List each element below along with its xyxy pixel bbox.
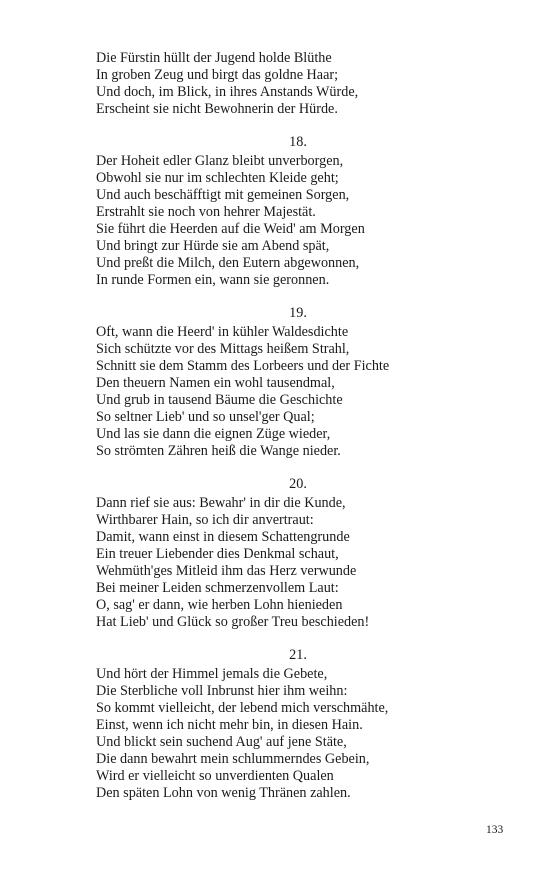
verse-line: Damit, wann einst in diesem Schattengrunde — [96, 529, 350, 545]
verse-line: So seltner Lieb' und so unsel'ger Qual; — [96, 409, 315, 425]
page-number: 133 — [486, 824, 504, 836]
verse-line: In groben Zeug und birgt das goldne Haar; — [96, 67, 339, 83]
stanza-17-continued — [96, 50, 496, 118]
verse-line: Wehmüth'ges Mitleid ihm das Herz verwunde — [96, 563, 357, 579]
stanza-number: 21. — [289, 647, 307, 663]
stanza-21 — [96, 647, 496, 802]
verse-line: Die dann bewahrt mein schlummerndes Gebein, — [96, 751, 370, 767]
stanza-number: 18. — [289, 134, 307, 150]
verse-line: Hat Lieb' und Glück so großer Treu beschieden! — [96, 614, 370, 630]
verse-line: Sie führt die Heerden auf die Weid' am Morgen — [96, 221, 365, 237]
verse-line: In runde Formen ein, wann sie geronnen. — [96, 272, 330, 288]
stanza-19 — [96, 305, 496, 460]
stanza-20 — [96, 476, 496, 631]
verse-line: Ein treuer Liebender dies Denkmal schaut, — [96, 546, 339, 562]
verse-line: Einst, wenn ich nicht mehr bin, in diesen Hain. — [96, 717, 363, 733]
verse-line: Den späten Lohn von wenig Thränen zahlen. — [96, 785, 351, 801]
verse-line: Erscheint sie nicht Bewohnerin der Hürde. — [96, 101, 338, 117]
verse-line: Und las sie dann die eignen Züge wieder, — [96, 426, 331, 442]
verse-line: O, sag' er dann, wie herben Lohn hienieden — [96, 597, 343, 613]
verse-line: Wirthbarer Hain, so ich dir anvertraut: — [96, 512, 314, 528]
stanza-number: 19. — [289, 305, 307, 321]
verse-line: Sich schützte vor des Mittags heißem Strahl, — [96, 341, 350, 357]
verse-line: Und preßt die Milch, den Eutern abgewonnen, — [96, 255, 360, 271]
stanza-18 — [96, 134, 496, 289]
verse-line: Die Sterbliche voll Inbrunst hier ihm weihn: — [96, 683, 348, 699]
verse-line: Und bringt zur Hürde sie am Abend spät, — [96, 238, 330, 254]
verse-line: Oft, wann die Heerd' in kühler Waldesdichte — [96, 324, 349, 340]
verse-line: Dann rief sie aus: Bewahr' in dir die Kunde, — [96, 495, 346, 511]
verse-line: Die Fürstin hüllt der Jugend holde Blüthe — [96, 50, 332, 66]
verse-line: So strömten Zähren heiß die Wange nieder. — [96, 443, 341, 459]
verse-line: Den theuern Namen ein wohl tausendmal, — [96, 375, 335, 391]
verse-line: Und grub in tausend Bäume die Geschichte — [96, 392, 343, 408]
verse-line: So kommt vielleicht, der lebend mich verschmähte, — [96, 700, 389, 716]
verse-line: Und auch beschäfftigt mit gemeinen Sorgen, — [96, 187, 350, 203]
verse-line: Bei meiner Leiden schmerzenvollem Laut: — [96, 580, 339, 596]
stanza-number: 20. — [289, 476, 307, 492]
verse-line: Schnitt sie dem Stamm des Lorbeers und der Fichte — [96, 358, 390, 374]
verse-line: Wird er vielleicht so unverdienten Qualen — [96, 768, 334, 784]
verse-line: Obwohl sie nur im schlechten Kleide geht; — [96, 170, 339, 186]
verse-line: Der Hoheit edler Glanz bleibt unverborgen, — [96, 153, 344, 169]
verse-line: Und doch, im Blick, in ihres Anstands Würde, — [96, 84, 359, 100]
verse-line: Und blickt sein suchend Aug' auf jene Stäte, — [96, 734, 347, 750]
poem-page — [96, 50, 496, 802]
verse-line: Und hört der Himmel jemals die Gebete, — [96, 666, 328, 682]
verse-line: Erstrahlt sie noch von hehrer Majestät. — [96, 204, 316, 220]
